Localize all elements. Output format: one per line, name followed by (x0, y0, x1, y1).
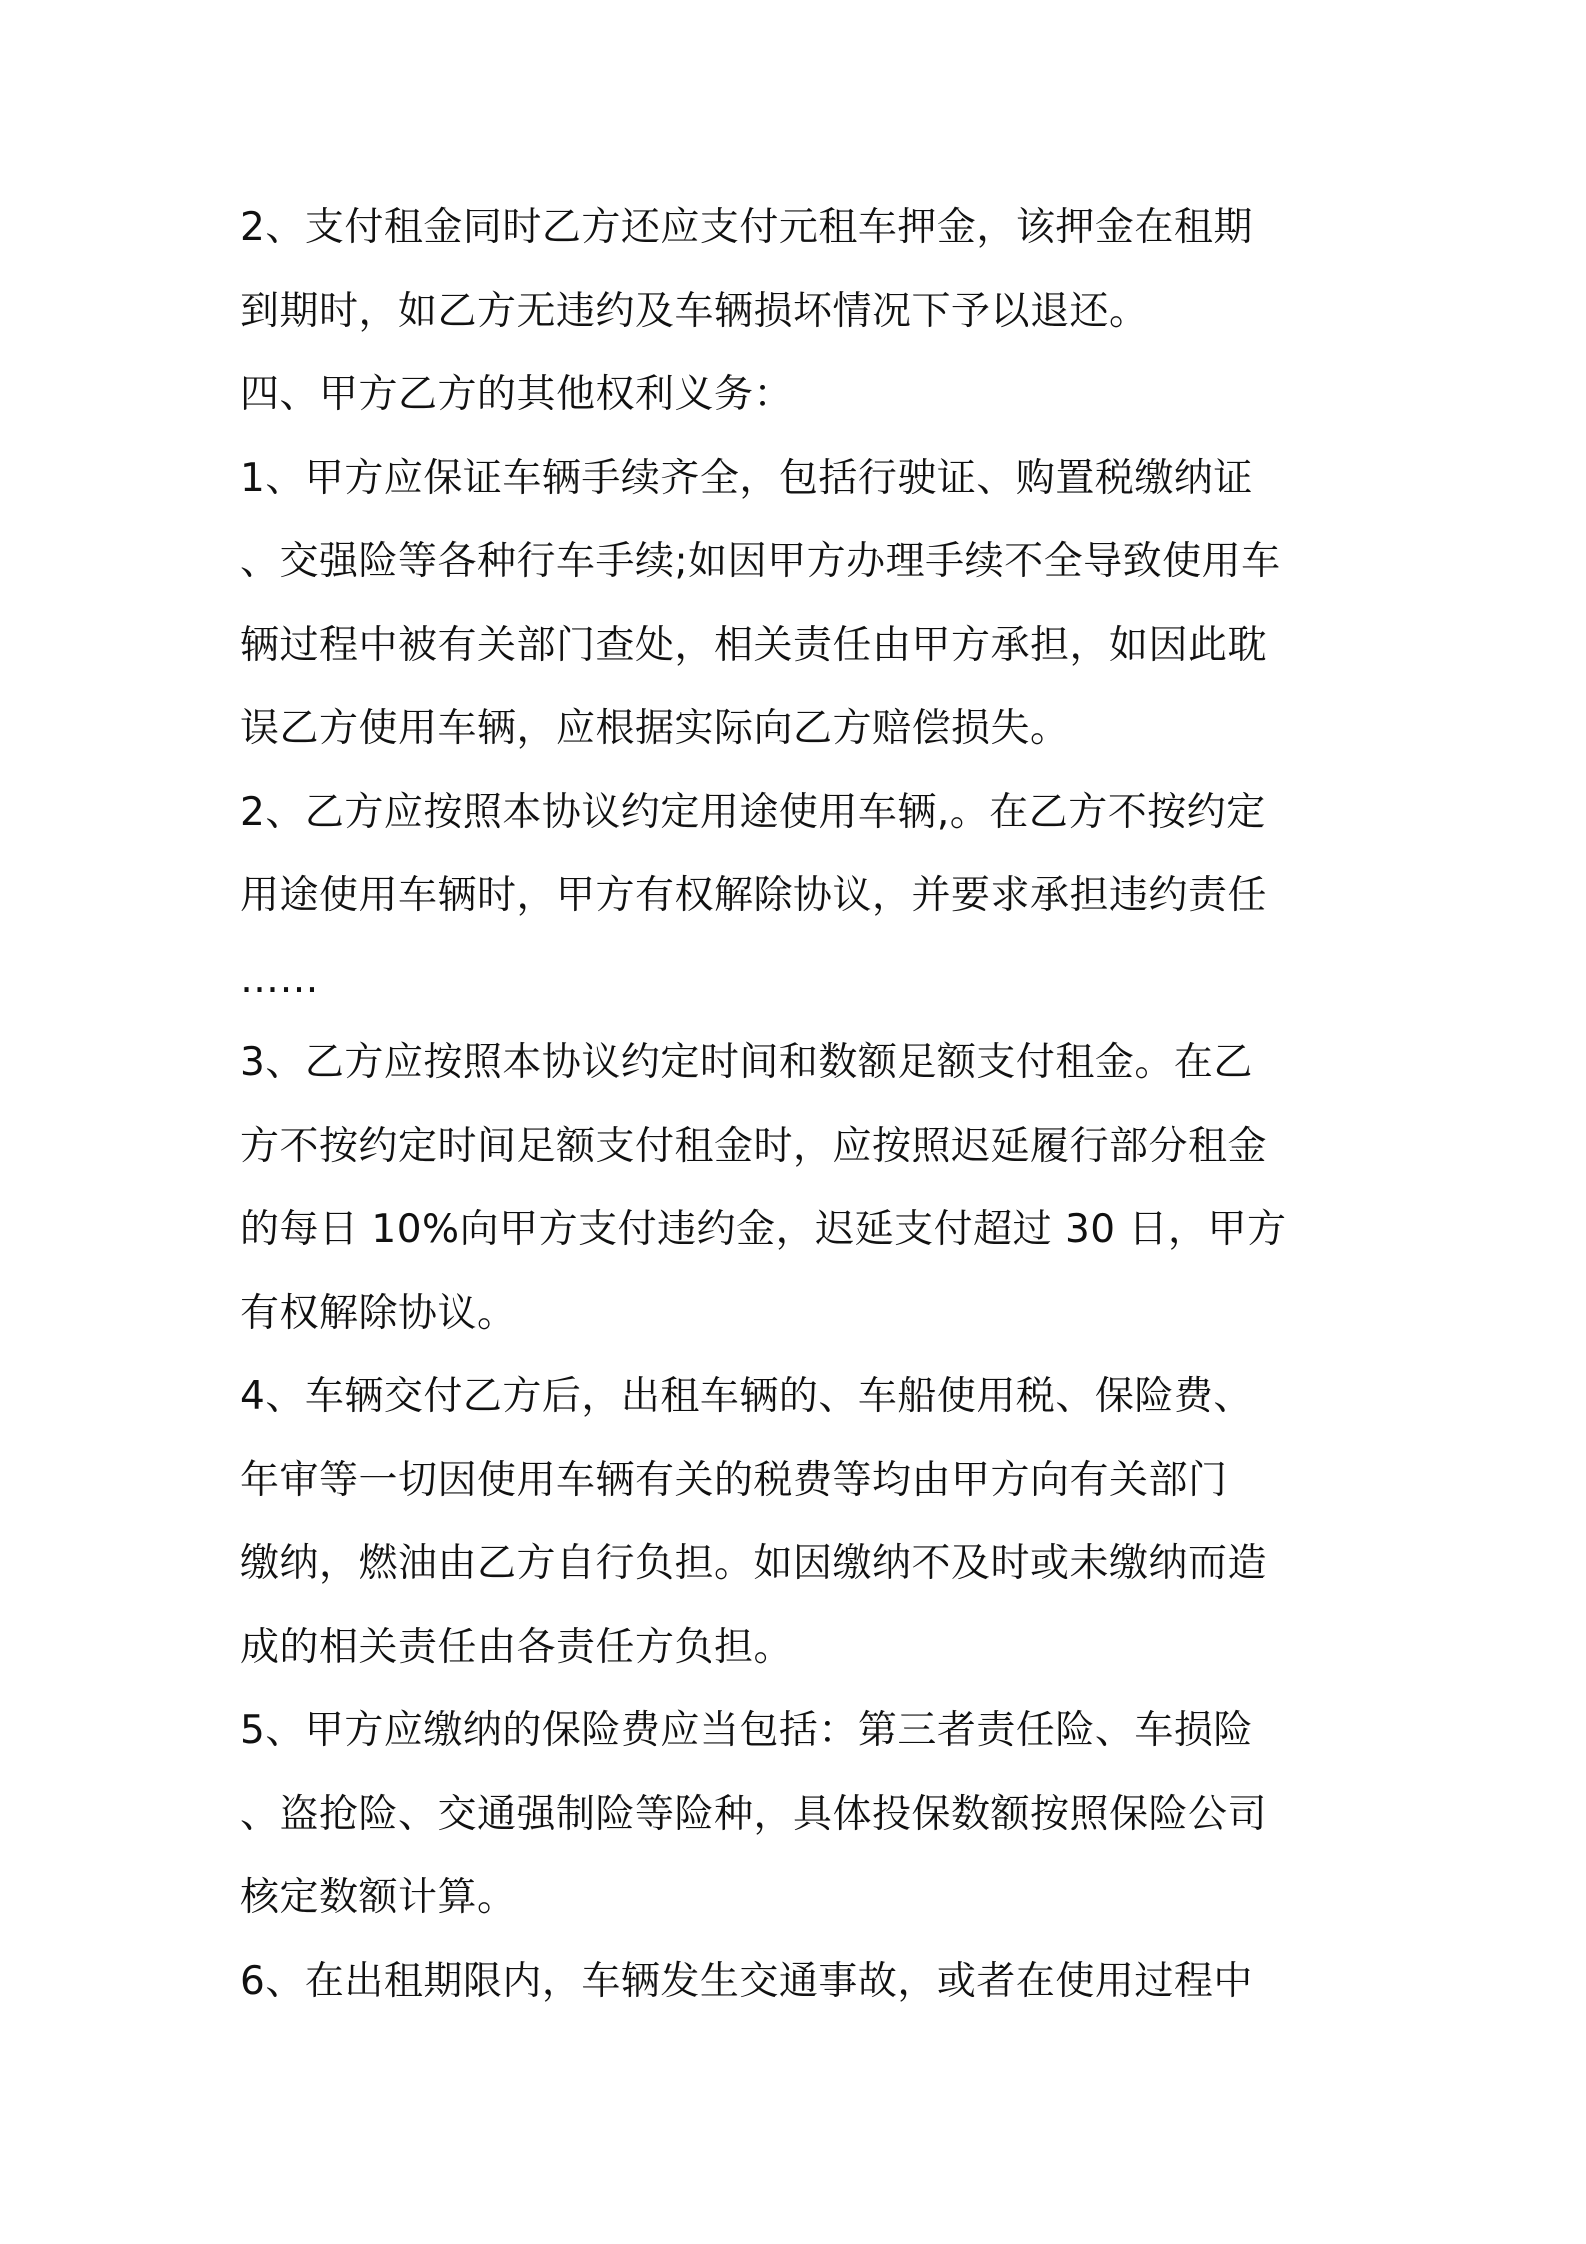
section-heading: 四、甲方乙方的其他权利义务： (240, 372, 794, 417)
document-body (240, 186, 1360, 2023)
text-line: 5、甲方应缴纳的保险费应当包括：第三者责任险、车损险 (240, 1708, 1253, 1753)
text-line: 、盗抢险、交通强制险等险种，具体投保数额按照保险公司 (240, 1791, 1268, 1837)
text-line: 的每日 10%向甲方支付违约金，迟延支付超过 30 日，甲方 (240, 1207, 1287, 1252)
text-line: 2、支付租金同时乙方还应支付元租车押金，该押金在租期 (240, 205, 1253, 250)
text-line: …… (240, 956, 319, 1002)
text-line: 缴纳，燃油由乙方自行负担。如因缴纳不及时或未缴纳而造 (240, 1541, 1268, 1586)
text-line: 误乙方使用车辆，应根据实际向乙方赔偿损失。 (240, 706, 1070, 751)
text-line: 6、在出租期限内，车辆发生交通事故，或者在使用过程中 (240, 1958, 1253, 2004)
text-line: 2、乙方应按照本协议约定用途使用车辆,。在乙方不按约定 (240, 789, 1266, 835)
text-line: 、交强险等各种行车手续;如因甲方办理手续不全导致使用车 (240, 539, 1281, 584)
text-line: 辆过程中被有关部门查处，相关责任由甲方承担，如因此耽 (240, 622, 1268, 668)
text-line: 年审等一切因使用车辆有关的税费等均由甲方向有关部门 (240, 1457, 1228, 1503)
text-line: 成的相关责任由各责任方负担。 (240, 1624, 794, 1670)
text-line: 1、甲方应保证车辆手续齐全，包括行驶证、购置税缴纳证 (240, 455, 1253, 501)
text-line: 3、乙方应按照本协议约定时间和数额足额支付租金。在乙 (240, 1040, 1253, 1085)
text-line: 方不按约定时间足额支付租金时，应按照迟延履行部分租金 (240, 1123, 1268, 1169)
text-line: 有权解除协议。 (240, 1290, 517, 1336)
text-line: 4、车辆交付乙方后，出租车辆的、车船使用税、保险费、 (240, 1374, 1253, 1419)
text-line: 到期时，如乙方无违约及车辆损坏情况下予以退还。 (240, 288, 1149, 334)
text-line: 用途使用车辆时，甲方有权解除协议，并要求承担违约责任 (240, 873, 1268, 918)
text-line: 核定数额计算。 (240, 1875, 517, 1920)
